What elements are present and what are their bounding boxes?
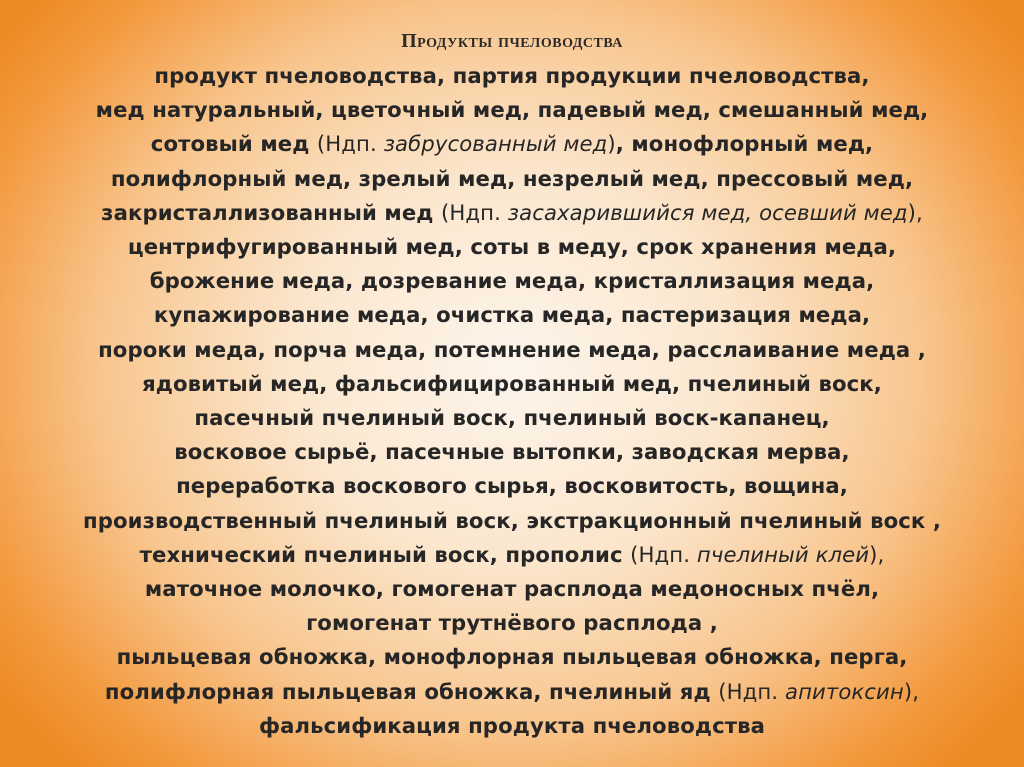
term-text: ) (607, 131, 616, 157)
term-text: продукт пчеловодства, (154, 63, 453, 88)
term-line (0, 298, 1024, 332)
term-text: партия продукции пчеловодства, (452, 63, 870, 88)
term-text: гомогенат трутнёвого расплода , (306, 610, 718, 636)
term-text: маточное молочко, гомогенат расплода медоносных пчёл, (144, 576, 880, 602)
term-text: (Ндп. (316, 131, 384, 157)
term-text: (Ндп. (718, 678, 785, 704)
term-line (0, 572, 1024, 606)
term-line (0, 675, 1024, 709)
term-text: ), (907, 199, 923, 225)
not-recommended-term: апитоксин (784, 678, 904, 704)
term-line (0, 709, 1024, 743)
term-line (0, 401, 1024, 435)
term-text: ), (903, 678, 920, 704)
term-text: центрифугированный мед, соты в меду, срок хранения меда, (127, 234, 897, 260)
term-text: переработка воскового сырья, восковитость, вощина, (176, 473, 848, 499)
term-line (0, 264, 1024, 298)
term-line (0, 606, 1024, 640)
term-text: сотовый мед (150, 131, 317, 157)
term-text: (Ндп. (440, 199, 508, 225)
term-line (0, 93, 1024, 127)
term-text: производственный пчелиный воск, экстракционный пчелиный воск , (83, 507, 941, 533)
term-line (0, 538, 1024, 572)
term-text: купажирование меда, очистка меда, пастеризация меда, (153, 302, 871, 328)
term-line (0, 196, 1024, 230)
term-text: полифлорная пыльцевая обножка, пчелиный яд (104, 678, 719, 704)
term-text: пороки меда, порча меда, потемнение меда, расслаивание меда , (98, 336, 926, 362)
not-recommended-term: пчелиный клей (696, 541, 870, 567)
term-line (0, 504, 1024, 538)
term-text: восковое сырьё, пасечные вытопки, заводская мерва, (174, 439, 850, 465)
term-text: ), (869, 541, 885, 567)
term-line (0, 230, 1024, 264)
term-text: закристаллизованный мед (101, 199, 441, 225)
term-line (0, 59, 1024, 93)
term-text: полифлорный мед, зрелый мед, незрелый мед, прессовый мед, (110, 165, 914, 191)
term-line (0, 367, 1024, 401)
term-line (0, 127, 1024, 161)
term-text: мед натуральный, цветочный мед, падевый мед, смешанный мед, (95, 97, 929, 123)
term-text: технический пчелиный воск, прополис (139, 541, 631, 567)
term-text: брожение меда, дозревание меда, кристаллизация меда, (149, 268, 875, 294)
term-text: фальсификация продукта пчеловодства (258, 712, 766, 738)
term-line (0, 162, 1024, 196)
slide-title: Продукты пчеловодства (401, 30, 623, 52)
term-text: (Ндп. (630, 541, 697, 567)
term-line (0, 469, 1024, 503)
term-list (0, 59, 1024, 743)
term-text: , монофлорный мед, (615, 131, 874, 157)
term-line (0, 435, 1024, 469)
term-text: пыльцевая обножка, монофлорная пыльцевая обножка, перга, (116, 644, 908, 670)
term-line (0, 640, 1024, 674)
not-recommended-term: засахарившийся мед, осевший мед (507, 199, 908, 225)
term-text: ядовитый мед, фальсифицированный мед, пчелиный воск, (142, 370, 882, 396)
not-recommended-term: забрусованный мед (383, 131, 608, 157)
term-text: пасечный пчелиный воск, пчелиный воск-капанец, (194, 405, 830, 431)
term-line (0, 333, 1024, 367)
